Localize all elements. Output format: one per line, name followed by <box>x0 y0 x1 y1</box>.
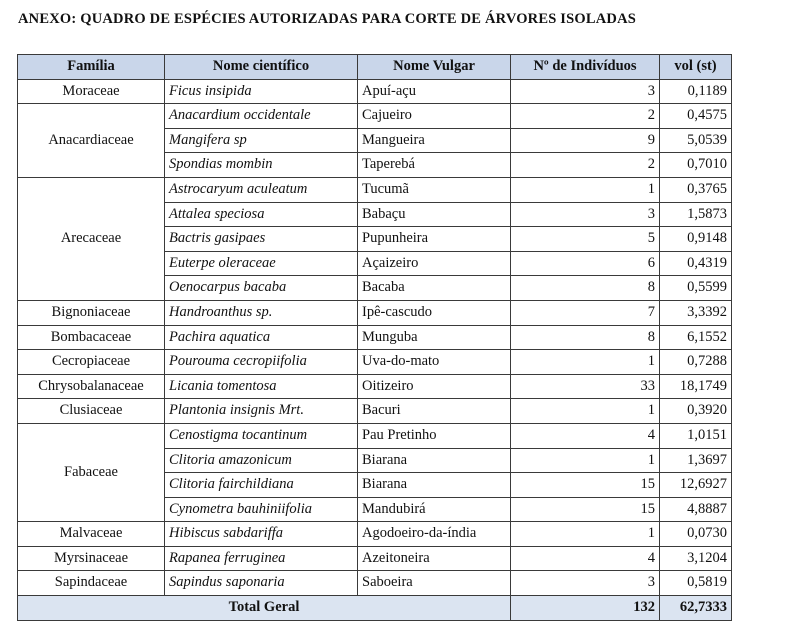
scientific-name-cell: Plantonia insignis Mrt. <box>165 399 358 424</box>
volume-cell: 4,8887 <box>660 497 732 522</box>
family-cell: Anacardiaceae <box>18 104 165 178</box>
table-row <box>18 399 732 424</box>
common-name-cell: Uva-do-mato <box>358 350 511 375</box>
family-cell: Bignoniaceae <box>18 300 165 325</box>
common-name-cell: Azeitoneira <box>358 546 511 571</box>
individuals-cell: 2 <box>511 104 660 129</box>
common-name-cell: Açaizeiro <box>358 251 511 276</box>
volume-cell: 6,1552 <box>660 325 732 350</box>
family-cell: Chrysobalanaceae <box>18 374 165 399</box>
individuals-cell: 15 <box>511 497 660 522</box>
individuals-cell: 2 <box>511 153 660 178</box>
common-name-cell: Bacaba <box>358 276 511 301</box>
individuals-cell: 4 <box>511 546 660 571</box>
common-name-cell: Mangueira <box>358 128 511 153</box>
scientific-name-cell: Licania tomentosa <box>165 374 358 399</box>
individuals-cell: 1 <box>511 350 660 375</box>
volume-cell: 5,0539 <box>660 128 732 153</box>
volume-cell: 0,3920 <box>660 399 732 424</box>
individuals-cell: 6 <box>511 251 660 276</box>
header-volume: vol (st) <box>660 55 732 80</box>
scientific-name-cell: Pourouma cecropiifolia <box>165 350 358 375</box>
common-name-cell: Bacuri <box>358 399 511 424</box>
table-row <box>18 300 732 325</box>
scientific-name-cell: Bactris gasipaes <box>165 227 358 252</box>
volume-cell: 0,7288 <box>660 350 732 375</box>
individuals-cell: 1 <box>511 399 660 424</box>
common-name-cell: Tucumã <box>358 177 511 202</box>
individuals-cell: 1 <box>511 448 660 473</box>
family-cell: Sapindaceae <box>18 571 165 596</box>
scientific-name-cell: Rapanea ferruginea <box>165 546 358 571</box>
volume-cell: 0,9148 <box>660 227 732 252</box>
scientific-name-cell: Euterpe oleraceae <box>165 251 358 276</box>
common-name-cell: Biarana <box>358 448 511 473</box>
scientific-name-cell: Handroanthus sp. <box>165 300 358 325</box>
common-name-cell: Ipê-cascudo <box>358 300 511 325</box>
volume-cell: 0,7010 <box>660 153 732 178</box>
scientific-name-cell: Hibiscus sabdariffa <box>165 522 358 547</box>
scientific-name-cell: Pachira aquatica <box>165 325 358 350</box>
common-name-cell: Agodoeiro-da-índia <box>358 522 511 547</box>
total-volume: 62,7333 <box>660 596 732 621</box>
individuals-cell: 3 <box>511 79 660 104</box>
scientific-name-cell: Astrocaryum aculeatum <box>165 177 358 202</box>
volume-cell: 0,5599 <box>660 276 732 301</box>
table-row <box>18 522 732 547</box>
volume-cell: 12,6927 <box>660 473 732 498</box>
family-cell: Bombacaceae <box>18 325 165 350</box>
page-title: ANEXO: QUADRO DE ESPÉCIES AUTORIZADAS PARA CORTE DE ÁRVORES ISOLADAS <box>18 11 637 27</box>
individuals-cell: 33 <box>511 374 660 399</box>
individuals-cell: 9 <box>511 128 660 153</box>
individuals-cell: 7 <box>511 300 660 325</box>
table-row <box>18 177 732 202</box>
table-row <box>18 79 732 104</box>
volume-cell: 18,1749 <box>660 374 732 399</box>
volume-cell: 0,1189 <box>660 79 732 104</box>
individuals-cell: 4 <box>511 423 660 448</box>
common-name-cell: Oitizeiro <box>358 374 511 399</box>
individuals-cell: 3 <box>511 202 660 227</box>
scientific-name-cell: Clitoria amazonicum <box>165 448 358 473</box>
volume-cell: 0,5819 <box>660 571 732 596</box>
common-name-cell: Taperebá <box>358 153 511 178</box>
family-cell: Cecropiaceae <box>18 350 165 375</box>
volume-cell: 1,3697 <box>660 448 732 473</box>
scientific-name-cell: Ficus insipida <box>165 79 358 104</box>
family-cell: Clusiaceae <box>18 399 165 424</box>
volume-cell: 1,0151 <box>660 423 732 448</box>
individuals-cell: 1 <box>511 522 660 547</box>
scientific-name-cell: Clitoria fairchildiana <box>165 473 358 498</box>
table-row <box>18 350 732 375</box>
table-row <box>18 325 732 350</box>
common-name-cell: Pupunheira <box>358 227 511 252</box>
volume-cell: 0,0730 <box>660 522 732 547</box>
header-scientific-name: Nome científico <box>165 55 358 80</box>
common-name-cell: Cajueiro <box>358 104 511 129</box>
individuals-cell: 5 <box>511 227 660 252</box>
table-row <box>18 374 732 399</box>
header-common-name: Nome Vulgar <box>358 55 511 80</box>
individuals-cell: 15 <box>511 473 660 498</box>
scientific-name-cell: Spondias mombin <box>165 153 358 178</box>
header-family: Família <box>18 55 165 80</box>
table-header-row <box>18 55 732 80</box>
table-row <box>18 546 732 571</box>
common-name-cell: Munguba <box>358 325 511 350</box>
common-name-cell: Apuí-açu <box>358 79 511 104</box>
table-row <box>18 571 732 596</box>
family-cell: Moraceae <box>18 79 165 104</box>
common-name-cell: Biarana <box>358 473 511 498</box>
volume-cell: 1,5873 <box>660 202 732 227</box>
family-cell: Arecaceae <box>18 177 165 300</box>
table-row <box>18 423 732 448</box>
volume-cell: 3,1204 <box>660 546 732 571</box>
volume-cell: 0,4575 <box>660 104 732 129</box>
scientific-name-cell: Sapindus saponaria <box>165 571 358 596</box>
individuals-cell: 8 <box>511 276 660 301</box>
scientific-name-cell: Attalea speciosa <box>165 202 358 227</box>
scientific-name-cell: Oenocarpus bacaba <box>165 276 358 301</box>
species-table <box>17 54 732 621</box>
individuals-cell: 3 <box>511 571 660 596</box>
family-cell: Malvaceae <box>18 522 165 547</box>
scientific-name-cell: Mangifera sp <box>165 128 358 153</box>
total-individuals: 132 <box>511 596 660 621</box>
scientific-name-cell: Anacardium occidentale <box>165 104 358 129</box>
volume-cell: 0,4319 <box>660 251 732 276</box>
total-row <box>18 596 732 621</box>
scientific-name-cell: Cynometra bauhiniifolia <box>165 497 358 522</box>
volume-cell: 3,3392 <box>660 300 732 325</box>
common-name-cell: Mandubirá <box>358 497 511 522</box>
family-cell: Myrsinaceae <box>18 546 165 571</box>
common-name-cell: Saboeira <box>358 571 511 596</box>
total-label: Total Geral <box>18 596 511 621</box>
individuals-cell: 1 <box>511 177 660 202</box>
scientific-name-cell: Cenostigma tocantinum <box>165 423 358 448</box>
common-name-cell: Babaçu <box>358 202 511 227</box>
common-name-cell: Pau Pretinho <box>358 423 511 448</box>
header-individuals: Nº de Indivíduos <box>511 55 660 80</box>
table-body <box>18 79 732 595</box>
family-cell: Fabaceae <box>18 423 165 521</box>
individuals-cell: 8 <box>511 325 660 350</box>
table-row <box>18 104 732 129</box>
volume-cell: 0,3765 <box>660 177 732 202</box>
